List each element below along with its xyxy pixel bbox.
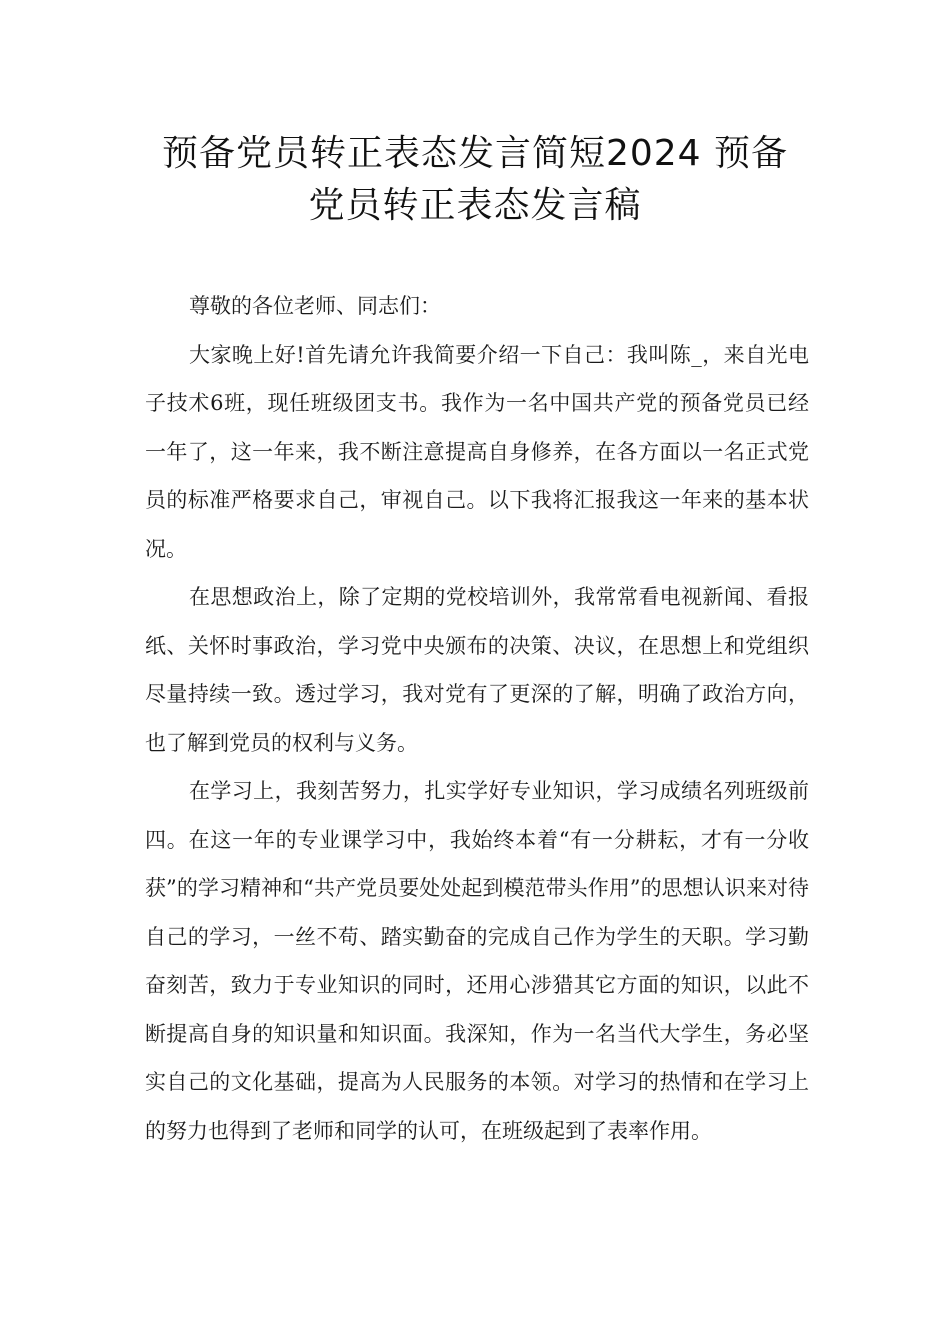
title-line-2: 党员转正表态发言稿 [308, 185, 642, 226]
document-title [100, 128, 850, 232]
study-paragraph: 在学习上，我刻苦努力，扎实学好专业知识，学习成绩名列班级前四。在这一年的专业课学习中，我始终本着“有一分耕耘，才有一分收获”的学习精神和“共产党员要处处起到模范带头作用”的思想认识来对待自己的学习，一丝不苟、踏实勤奋的完成自己作为学生的天职。学习勤奋刻苦，致力于专业知识的同时，还用心涉猎其它方面的知识，以此不断提高自身的知识量和知识面。我深知，作为一名当代大学生，务必坚实自己的文化基础，提高为人民服务的本领。对学习的热情和在学习上的努力也得到了老师和同学的认可，在班级起到了表率作用。 [145, 779, 809, 1143]
document-body [145, 282, 809, 1155]
introduction-paragraph: 大家晚上好!首先请允许我简要介绍一下自己：我叫陈_，来自光电子技术6班，现任班级团支书。我作为一名中国共产党的预备党员已经一年了，这一年来，我不断注意提高自身修养，在各方面以一名正式党员的标准严格要求自己，审视自己。以下我将汇报我这一年来的基本状况。 [145, 342, 809, 561]
title-line-1: 预备党员转正表态发言简短2024 预备 [161, 133, 789, 174]
political-thought-paragraph: 在思想政治上，除了定期的党校培训外，我常常看电视新闻、看报纸、关怀时事政治，学习党中央颁布的决策、决议，在思想上和党组织尽量持续一致。透过学习，我对党有了更深的了解，明确了政治方向，也了解到党员的权利与义务。 [145, 585, 809, 755]
salutation-paragraph: 尊敬的各位老师、同志们： [189, 294, 441, 318]
